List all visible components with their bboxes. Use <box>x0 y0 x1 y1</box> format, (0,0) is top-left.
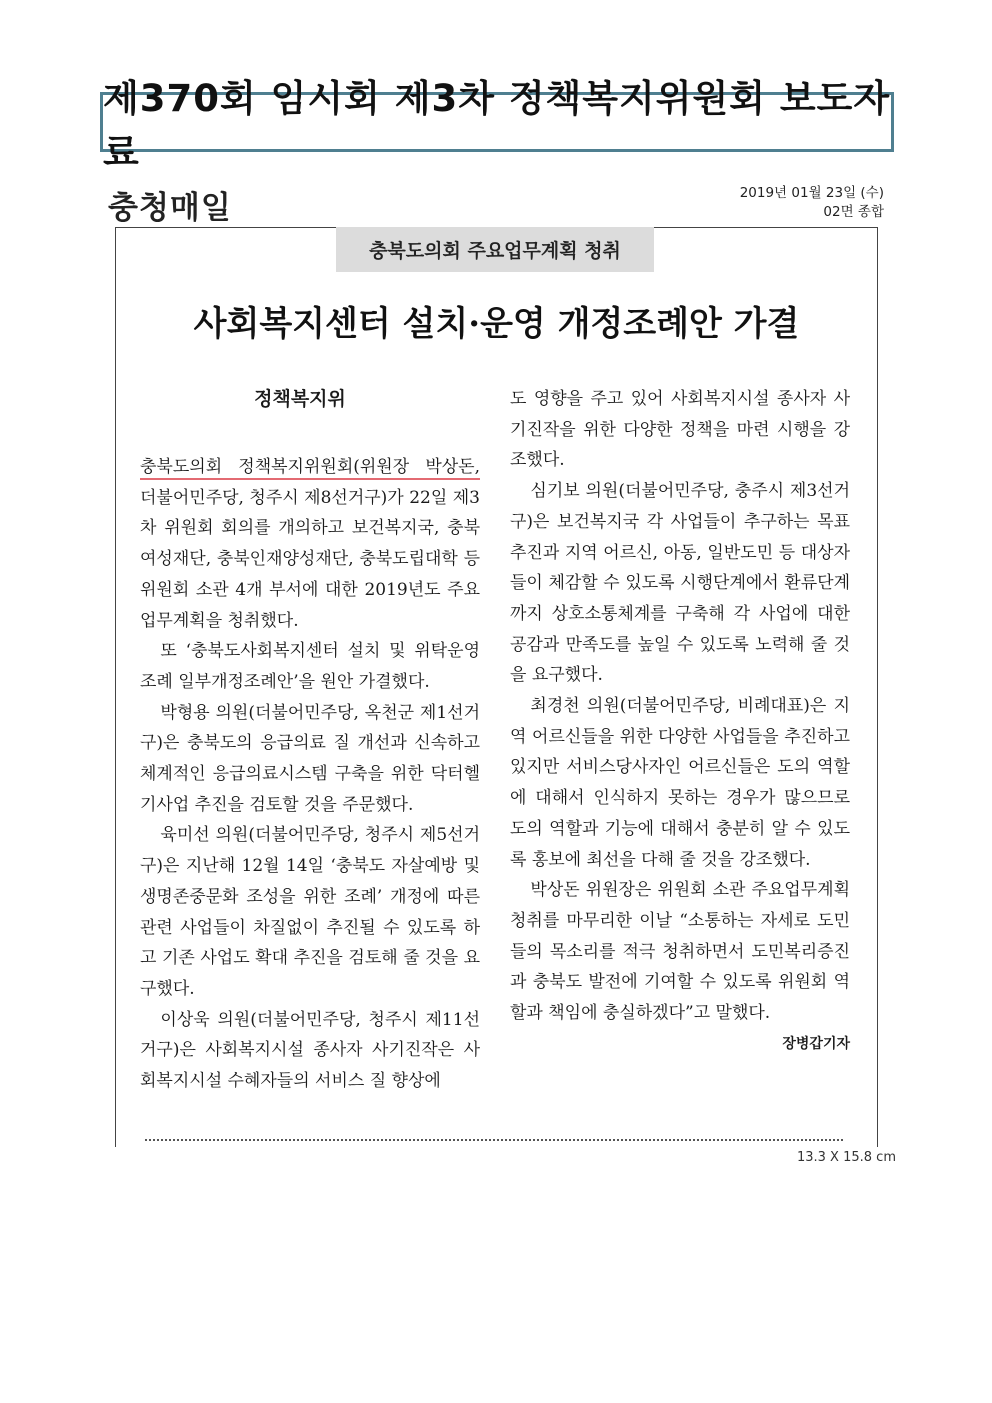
section-label: 정책복지위 <box>254 388 346 410</box>
article-kicker: 충북도의회 주요업무계획 청취 <box>336 227 654 272</box>
reporter-byline: 장병갑기자 <box>782 1035 850 1052</box>
document-title: 제370회 임시회 제3차 정책복지위원회 보도자료 <box>100 92 894 152</box>
paragraph-8-text: 박상돈 위원장은 위원회 소관 주요업무계획 청취를 마무리한 이날 “소통하는 자세로 도민들의 목소리를 적극 청취하면서 도민복리증진과 충북도 발전에 기여할 수 있도록 위원회 역할과 책임에 충실하겠다”고 말했다. <box>510 880 850 1024</box>
paragraph-1-rest: 더불어민주당, 청주시 제8선거구)가 22일 제3차 위원회 회의를 개의하고 보건복지국, 충북여성재단, 충북인재양성재단, 충북도립대학 등 위원회 소관 4개 부서에 대한 2019년도 주요업무계획을 청취했다. <box>140 487 480 631</box>
dotted-divider <box>145 1139 843 1141</box>
publication-date: 2019년 01월 23일 (수) <box>739 185 884 201</box>
page-section: 02면 종합 <box>823 204 884 220</box>
paragraph-6: 심기보 의원(더불어민주당, 충주시 제3선거구)은 보건복지국 각 사업들이 추구하는 목표 추진과 지역 어르신, 아동, 일반도민 등 대상자들이 체감할 수 있도록 시행단계에서 환류단계까지 상호소통체계를 구축해 각 사업에 대한 공감과 만족도를 높일 수 있도록 노력해 줄 것을 요구했다. <box>510 481 850 686</box>
article-headline: 사회복지센터 설치·운영 개정조례안 가결 <box>193 304 800 344</box>
paragraph-2: 또 ‘충북도사회복지센터 설치 및 위탁운영조례 일부개정조례안’을 원안 가결했다. <box>140 641 480 692</box>
paragraph-5-continued: 도 영향을 주고 있어 사회복지시설 종사자 사기진작을 위한 다양한 정책을 마련 시행을 강조했다. <box>510 389 850 471</box>
article-column-right <box>510 384 850 1059</box>
paragraph-3: 박형용 의원(더불어민주당, 옥천군 제1선거구)은 충북도의 응급의료 질 개선과 신속하고 체계적인 응급의료시스템 구축을 위한 닥터헬기사업 추진을 검토할 것을 주문했다. <box>140 702 480 815</box>
paragraph-7: 최경천 의원(더불어민주당, 비례대표)은 지역 어르신들을 위한 다양한 사업들을 추진하고 있지만 서비스당사자인 어르신들은 도의 역할에 대해서 인식하지 못하는 경우가 많으므로 도의 역할과 기능에 대해서 충분히 알 수 있도록 홍보에 최선을 다해 줄 것을 강조했다. <box>510 696 850 870</box>
highlighted-text: 충북도의회 정책복지위원회(위원장 박상돈, <box>140 457 480 480</box>
article-column-left <box>140 384 480 1097</box>
paragraph-8 <box>510 875 850 1052</box>
newspaper-masthead: 충청매일 <box>108 190 232 226</box>
paragraph-1 <box>140 452 480 636</box>
paragraph-4: 육미선 의원(더불어민주당, 청주시 제5선거구)은 지난해 12월 14일 ‘충북도 자살예방 및 생명존중문화 조성을 위한 조례’ 개정에 따른 관련 사업들이 차질없이 추진될 수 있도록 하고 기존 사업도 확대 추진을 검토해 줄 것을 요구했다. <box>140 825 480 999</box>
paragraph-5: 이상욱 의원(더불어민주당, 청주시 제11선거구)은 사회복지시설 종사자 사기진작은 사회복지시설 수혜자들의 서비스 질 향상에 <box>140 1009 480 1092</box>
clip-size-note: 13.3 X 15.8 cm <box>796 1150 896 1165</box>
publication-info <box>740 184 884 222</box>
